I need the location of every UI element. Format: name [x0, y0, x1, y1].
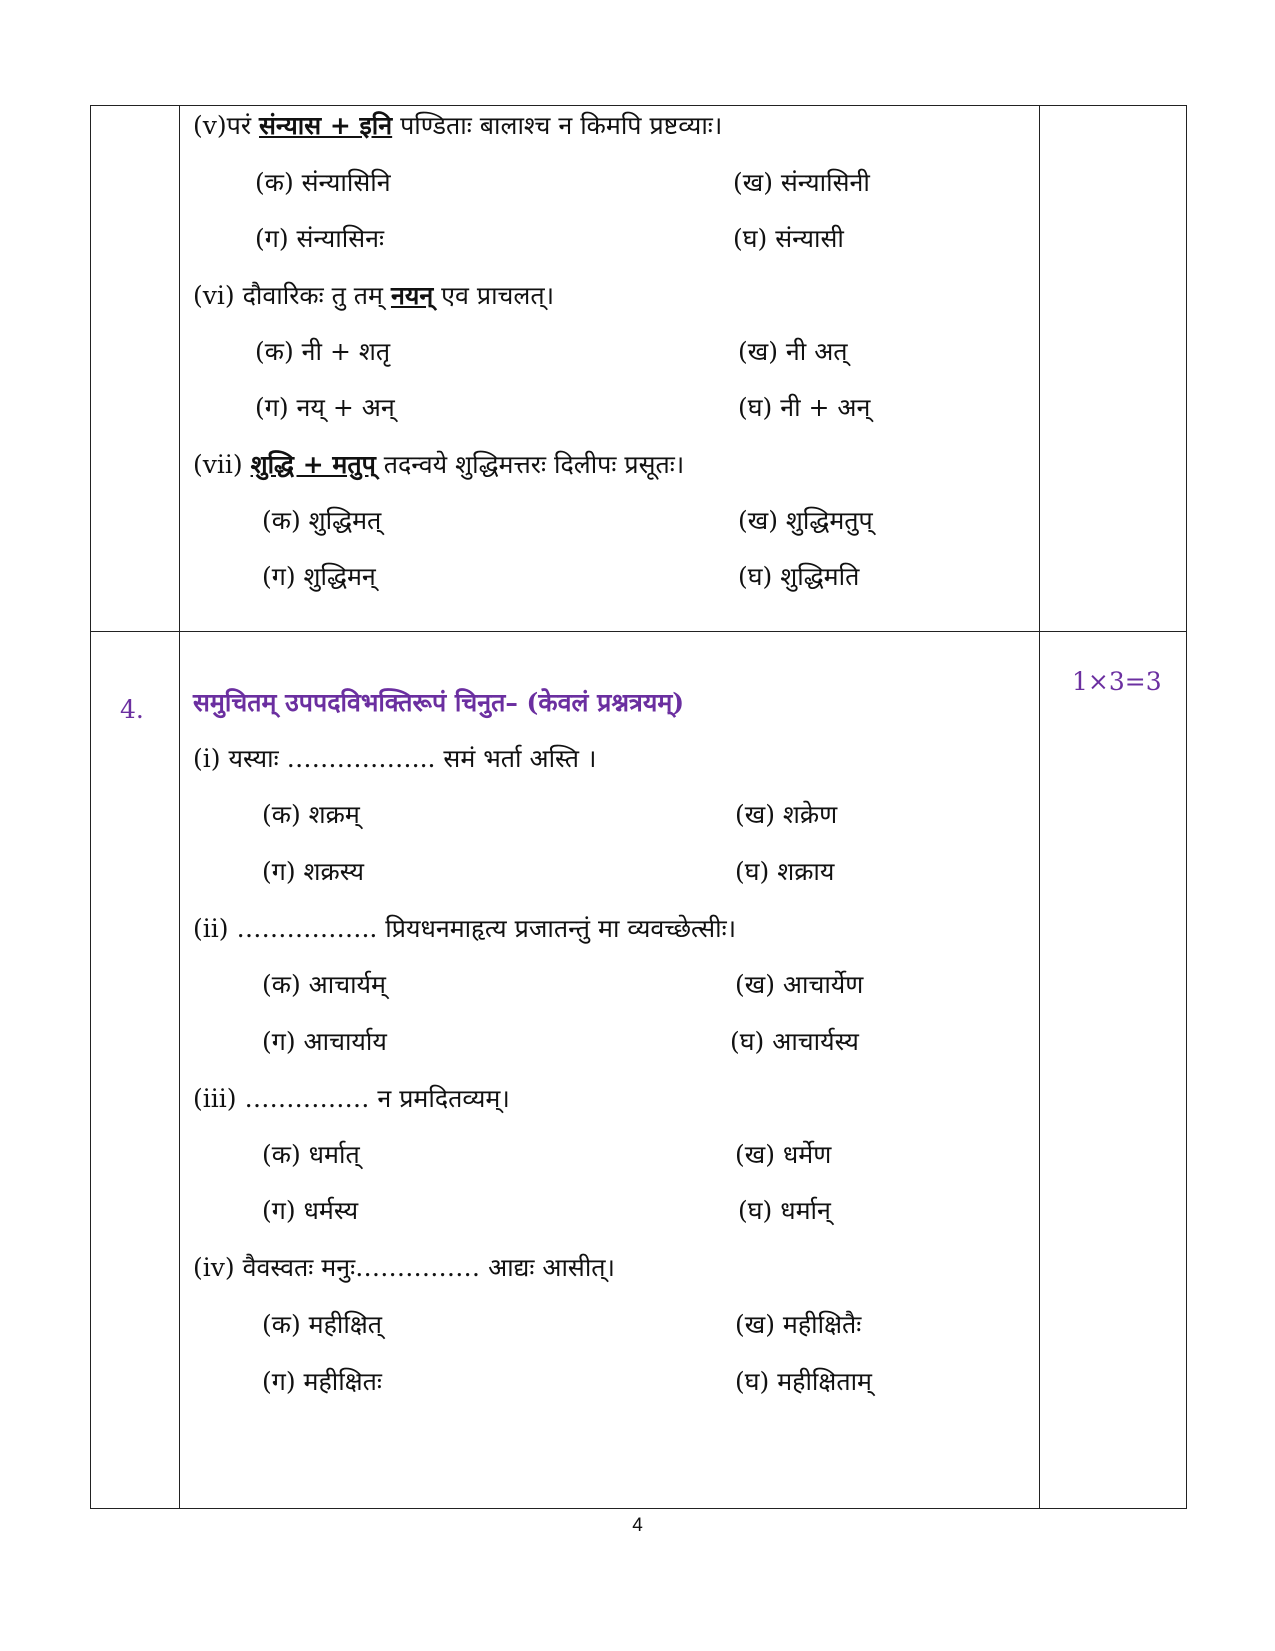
column-divider-marks: [1039, 106, 1040, 1508]
marks-label: 1×3=3: [1072, 667, 1162, 696]
option-ka: (क) नी + शतृ: [255, 337, 391, 366]
option-kha: (ख) महीक्षितैः: [735, 1310, 862, 1339]
option-kha: (ख) धर्मेण: [735, 1140, 832, 1169]
option-gha: (घ) धर्मान्: [738, 1196, 831, 1225]
question-vii: (vii) शुद्धि + मतुप् तदन्वये शुद्धिमत्तरः दिलीपः प्रसूतः।: [193, 450, 685, 479]
question-number: (vi): [193, 281, 235, 310]
option-ga: (ग) संन्यासिनः: [255, 224, 385, 253]
question-4-iii: (iii) …………… न प्रमदितव्यम्।: [193, 1084, 510, 1113]
option-ga: (ग) धर्मस्य: [262, 1196, 359, 1225]
question-number-4: 4.: [120, 695, 144, 724]
option-ka: (क) महीक्षित्: [262, 1310, 383, 1339]
highlighted-term: संन्यास + इनि: [259, 111, 393, 140]
question-4-iv: (iv) वैवस्वतः मनुः…………… आद्यः आसीत्।: [193, 1253, 616, 1282]
option-kha: (ख) शुद्धिमतुप्: [738, 506, 873, 535]
option-ga: (ग) शक्रस्य: [262, 857, 364, 886]
option-ga: (ग) महीक्षितः: [262, 1367, 382, 1396]
question-4-i: (i) यस्याः ……………... समं भर्ता अस्ति ।: [193, 744, 597, 773]
option-gha: (घ) संन्यासी: [733, 224, 844, 253]
option-gha: (घ) शुद्धिमति: [738, 562, 860, 591]
question-4-ii: (ii) …………….. प्रियधनमाहृत्य प्रजातन्तुं मा व्यवच्छेत्सीः।: [193, 914, 737, 943]
option-ka: (क) शुद्धिमत्: [262, 506, 382, 535]
question-number: (vii): [193, 450, 243, 479]
option-ga: (ग) शुद्धिमन्: [262, 562, 376, 591]
option-ga: (ग) नय् + अन्: [255, 393, 395, 422]
question-v: (v)परं संन्यास + इनि पण्डिताः बालाश्च न किमपि प्रष्टव्याः।: [193, 111, 723, 140]
option-ka: (क) आचार्यम्: [262, 970, 387, 999]
option-gha: (घ) आचार्यस्य: [730, 1027, 859, 1056]
option-gha: (घ) महीक्षिताम्: [735, 1367, 873, 1396]
option-ka: (क) संन्यासिनि: [255, 168, 391, 197]
option-kha: (ख) संन्यासिनी: [733, 168, 870, 197]
option-gha: (घ) नी + अन्: [738, 393, 871, 422]
option-ka: (क) शक्रम्: [262, 800, 360, 829]
highlighted-term: नयन्: [390, 281, 434, 310]
option-kha: (ख) आचार्येण: [735, 970, 864, 999]
option-gha: (घ) शक्राय: [735, 857, 835, 886]
question-vi: (vi) दौवारिकः तु तम् नयन् एव प्राचलत्।: [193, 281, 555, 310]
row-divider: [91, 631, 1186, 632]
option-ka: (क) धर्मात्: [262, 1140, 360, 1169]
option-kha: (ख) नी अत्: [738, 337, 848, 366]
option-kha: (ख) शक्रेण: [735, 800, 838, 829]
question-table: [90, 105, 1187, 1509]
highlighted-term: शुद्धि + मतुप्: [250, 450, 376, 479]
page-number: 4: [632, 1515, 643, 1536]
column-divider-number: [179, 106, 180, 1508]
question-4-heading: समुचितम् उपपदविभक्तिरूपं चिनुत– (केवलं प्रश्नत्रयम्): [193, 688, 685, 717]
question-number: (v): [193, 111, 227, 140]
option-ga: (ग) आचार्याय: [262, 1027, 387, 1056]
